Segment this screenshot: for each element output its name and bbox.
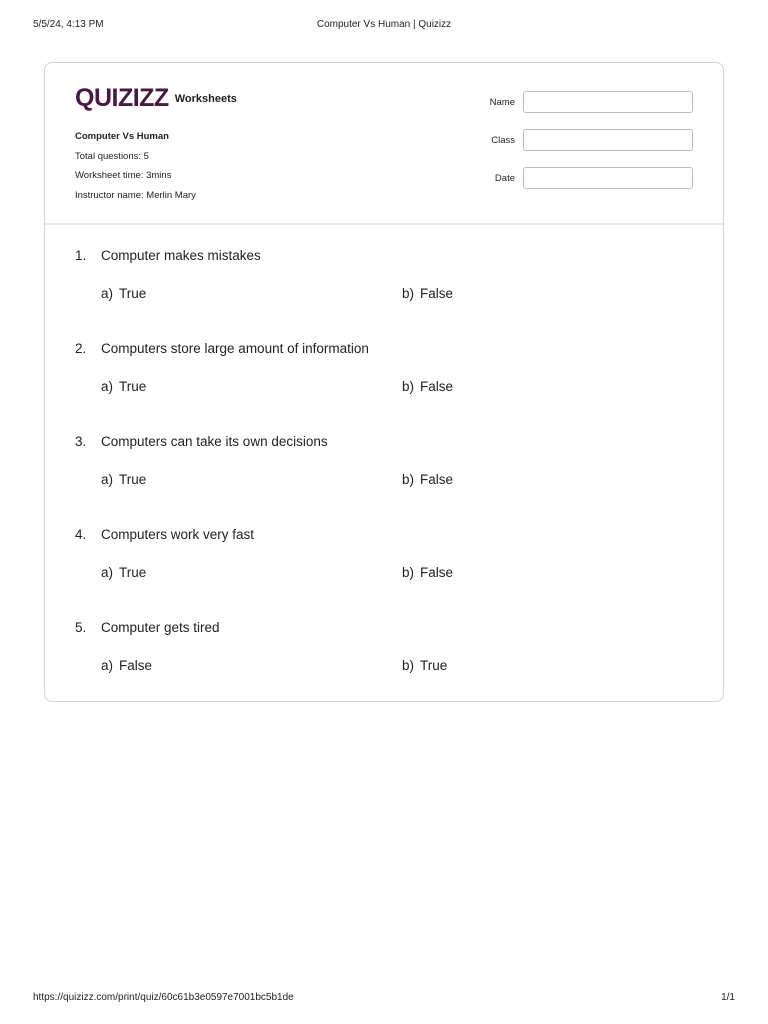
question-list: [75, 248, 693, 713]
option-text: True: [119, 379, 147, 394]
option-a[interactable]: [101, 565, 146, 580]
worksheet-card: [44, 62, 724, 702]
option-letter: a): [101, 565, 114, 580]
option-text: True: [119, 472, 147, 487]
question-number: 1.: [75, 248, 87, 263]
class-label: Class: [491, 134, 515, 146]
brand-subtitle: Worksheets: [174, 93, 237, 105]
option-b[interactable]: [402, 472, 453, 487]
option-text: False: [420, 379, 454, 394]
option-letter: b): [402, 658, 415, 673]
question-item: [75, 620, 693, 713]
date-field-row: [490, 167, 693, 189]
worksheet-header: [45, 63, 723, 225]
option-b[interactable]: [402, 658, 447, 673]
option-letter: a): [101, 658, 114, 673]
question-number: 3.: [75, 434, 87, 449]
quiz-meta: [75, 127, 196, 205]
option-letter: b): [402, 379, 415, 394]
question-number: 5.: [75, 620, 87, 635]
option-text: False: [119, 658, 153, 673]
name-field-row: [490, 91, 693, 113]
option-a[interactable]: [101, 472, 146, 487]
option-b[interactable]: [402, 379, 453, 394]
question-text: Computers work very fast: [101, 527, 255, 542]
page-number: 1/1: [721, 992, 735, 1003]
question-text: Computers store large amount of information: [101, 341, 369, 356]
option-text: False: [420, 286, 454, 301]
question-text: Computer gets tired: [101, 620, 220, 635]
name-input[interactable]: [523, 91, 693, 113]
question-text-line: [75, 527, 254, 542]
option-a[interactable]: [101, 658, 152, 673]
option-letter: b): [402, 565, 415, 580]
total-questions: Total questions: 5: [75, 150, 149, 162]
question-text: Computer makes mistakes: [101, 248, 261, 263]
instructor-name: Instructor name: Merlin Mary: [75, 189, 196, 201]
question-item: [75, 341, 693, 434]
print-url: https://quizizz.com/print/quiz/60c61b3e0597e7001bc5b1de: [33, 992, 294, 1003]
quizizz-logo: QUIZIZZ: [75, 84, 169, 112]
option-letter: b): [402, 472, 415, 487]
option-text: False: [420, 565, 454, 580]
question-text-line: [75, 248, 261, 263]
worksheet-time: Worksheet time: 3mins: [75, 170, 172, 181]
print-doc-title: Computer Vs Human | Quizizz: [316, 19, 452, 30]
option-text: True: [420, 658, 448, 673]
print-header: [33, 19, 735, 33]
brand: [75, 85, 237, 111]
question-text: Computers can take its own decisions: [101, 434, 328, 449]
option-letter: a): [101, 472, 114, 487]
date-label: Date: [494, 172, 515, 184]
option-b[interactable]: [402, 565, 453, 580]
option-b[interactable]: [402, 286, 453, 301]
print-datetime: 5/5/24, 4:13 PM: [33, 19, 104, 30]
option-letter: a): [101, 286, 114, 301]
question-text-line: [75, 620, 220, 635]
question-text-line: [75, 434, 328, 449]
question-number: 2.: [75, 341, 87, 356]
quiz-title: Computer Vs Human: [75, 131, 169, 142]
option-letter: a): [101, 379, 114, 394]
student-fields: [490, 91, 693, 205]
print-footer: [33, 992, 735, 1006]
name-label: Name: [489, 96, 515, 108]
question-item: [75, 434, 693, 527]
option-a[interactable]: [101, 286, 146, 301]
question-number: 4.: [75, 527, 87, 542]
option-text: True: [119, 286, 147, 301]
option-a[interactable]: [101, 379, 146, 394]
question-item: [75, 248, 693, 341]
question-item: [75, 527, 693, 620]
class-field-row: [490, 129, 693, 151]
date-input[interactable]: [523, 167, 693, 189]
question-text-line: [75, 341, 369, 356]
option-text: True: [119, 565, 147, 580]
class-input[interactable]: [523, 129, 693, 151]
option-letter: b): [402, 286, 415, 301]
option-text: False: [420, 472, 454, 487]
